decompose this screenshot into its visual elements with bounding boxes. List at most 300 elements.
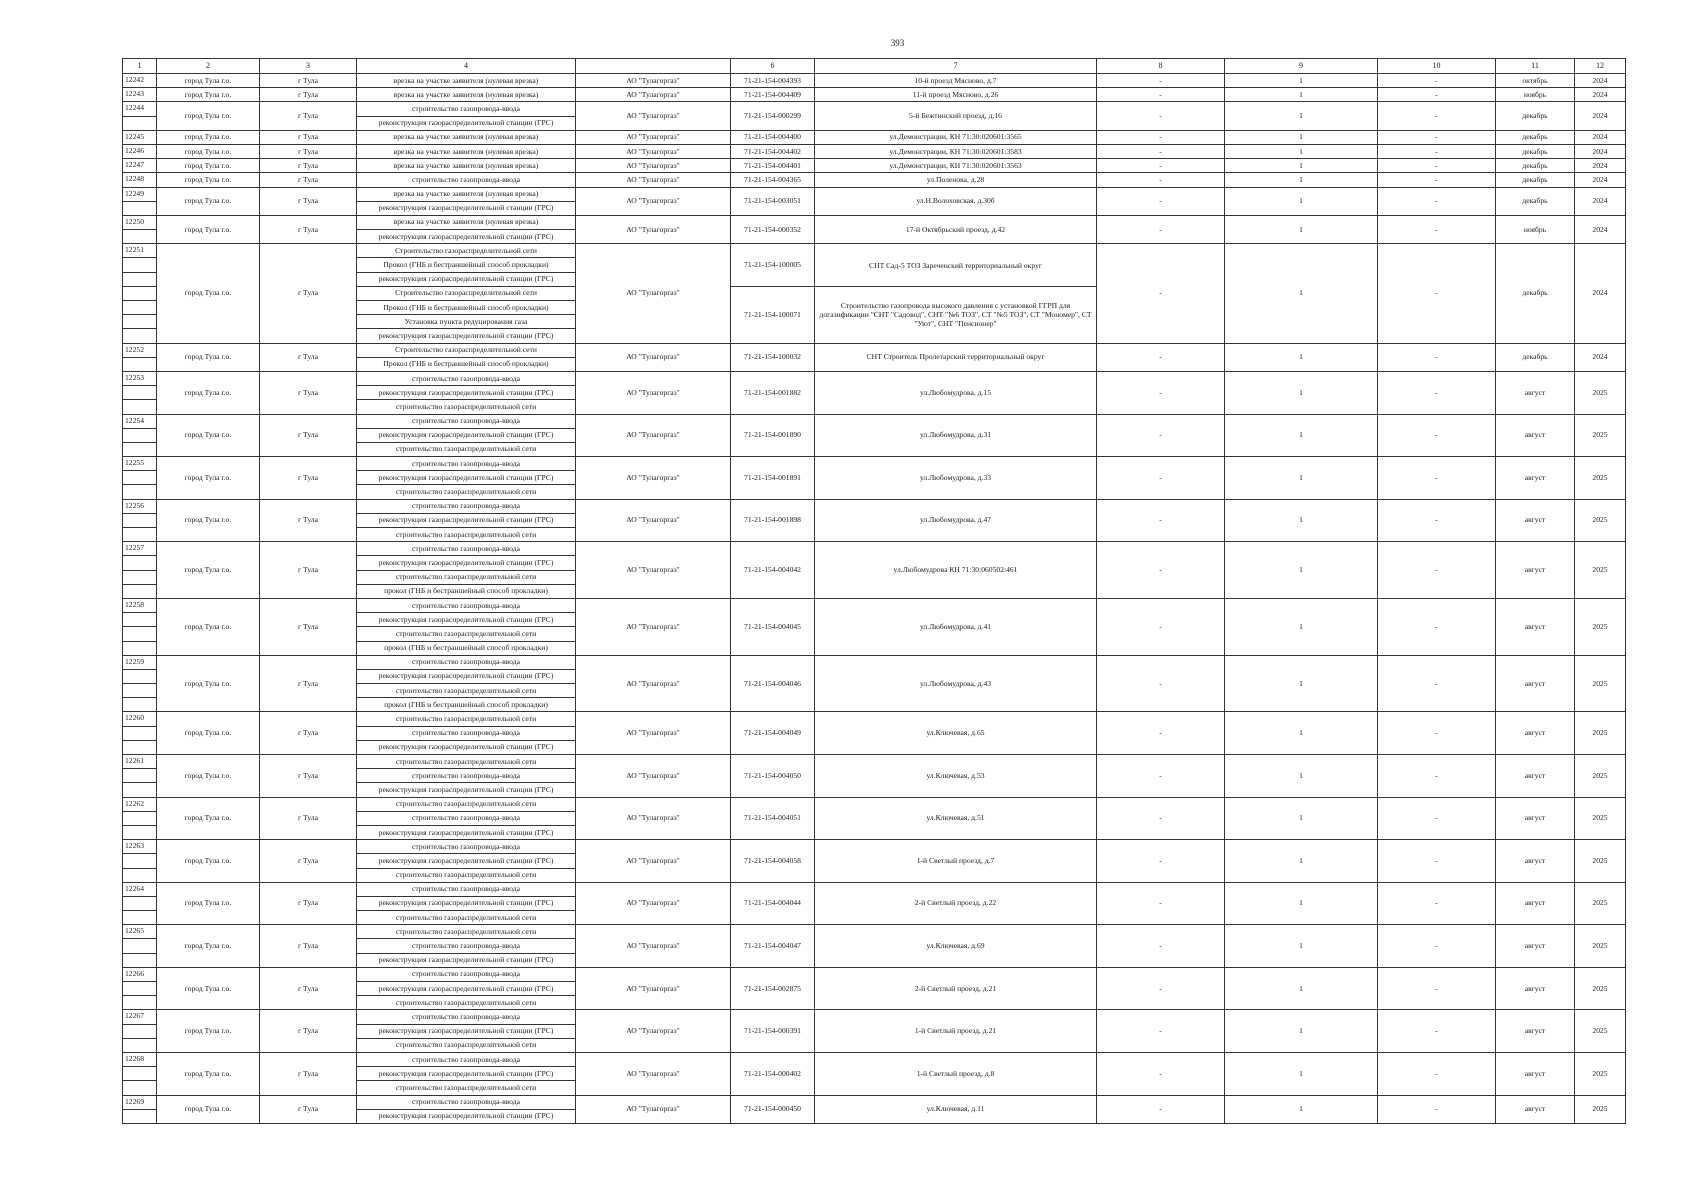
row-number: 12245 bbox=[123, 130, 157, 144]
year-cell: 2025 bbox=[1575, 457, 1626, 500]
column-9-cell: 1 bbox=[1225, 1010, 1378, 1053]
table-row bbox=[123, 144, 1626, 158]
work-type-cell: реконструкция газораспределительной станции (ГРС) bbox=[357, 201, 576, 215]
organization-cell: АО "Тулагоргаз" bbox=[576, 130, 731, 144]
row-number: 12254 bbox=[123, 414, 157, 428]
address-cell: 17-й Октябрьский проезд, д.42 bbox=[815, 215, 1097, 243]
work-type-cell: строительство газопровода-ввода bbox=[357, 371, 576, 385]
organization-cell: АО "Тулагоргаз" bbox=[576, 371, 731, 414]
table-row bbox=[123, 1052, 1626, 1066]
column-9-cell: 1 bbox=[1225, 102, 1378, 130]
organization-cell: АО "Тулагоргаз" bbox=[576, 343, 731, 371]
year-cell: 2025 bbox=[1575, 542, 1626, 599]
municipality-cell: город Тула г.о. bbox=[157, 187, 260, 215]
work-type-cell: строительство газопровода-ввода bbox=[357, 1010, 576, 1024]
row-number-blank bbox=[123, 386, 157, 400]
work-type-cell: реконструкция газораспределительной станции (ГРС) bbox=[357, 783, 576, 797]
work-type-cell: Прокол (ГНБ и бестраншейный способ прокладки) bbox=[357, 357, 576, 371]
table-row bbox=[123, 130, 1626, 144]
year-cell: 2024 bbox=[1575, 244, 1626, 343]
work-type-cell: строительство газораспределительной сети bbox=[357, 627, 576, 641]
row-number-blank bbox=[123, 230, 157, 244]
column-9-cell: 1 bbox=[1225, 173, 1378, 187]
work-type-cell: строительство газопровода-ввода bbox=[357, 598, 576, 612]
month-cell: декабрь bbox=[1496, 343, 1575, 371]
row-number-blank bbox=[123, 315, 157, 329]
object-code-cell: 71-21-154-004402 bbox=[731, 144, 815, 158]
row-number-blank bbox=[123, 627, 157, 641]
organization-cell: АО "Тулагоргаз" bbox=[576, 144, 731, 158]
work-type-cell: реконструкция газораспределительной станции (ГРС) bbox=[357, 272, 576, 286]
column-10-cell: - bbox=[1378, 925, 1496, 968]
column-9-cell: 1 bbox=[1225, 755, 1378, 798]
column-10-cell: - bbox=[1378, 598, 1496, 655]
object-code-cell: 71-21-154-004409 bbox=[731, 88, 815, 102]
month-cell: октябрь bbox=[1496, 74, 1575, 88]
row-number: 12246 bbox=[123, 144, 157, 158]
row-number: 12253 bbox=[123, 371, 157, 385]
work-type-cell: врезка на участке заявителя (нулевая врезка) bbox=[357, 215, 576, 229]
address-cell: ул.Демонстрации, КН 71:30:020601:3583 bbox=[815, 144, 1097, 158]
work-type-cell: прокол (ГНБ и бестраншейный способ прокладки) bbox=[357, 584, 576, 598]
table-row bbox=[123, 542, 1626, 556]
organization-cell: АО "Тулагоргаз" bbox=[576, 159, 731, 173]
work-type-cell: реконструкция газораспределительной станции (ГРС) bbox=[357, 1024, 576, 1038]
object-code-cell: 71-21-154-004365 bbox=[731, 173, 815, 187]
work-type-cell: реконструкция газораспределительной станции (ГРС) bbox=[357, 613, 576, 627]
column-header-11: 11 bbox=[1496, 59, 1575, 74]
column-header-10: 10 bbox=[1378, 59, 1496, 74]
object-code-cell: 71-21-154-000402 bbox=[731, 1052, 815, 1095]
month-cell: август bbox=[1496, 712, 1575, 755]
municipality-cell: город Тула г.о. bbox=[157, 1052, 260, 1095]
month-cell: декабрь bbox=[1496, 159, 1575, 173]
city-cell: г Тула bbox=[260, 244, 357, 343]
municipality-cell: город Тула г.о. bbox=[157, 130, 260, 144]
year-cell: 2025 bbox=[1575, 712, 1626, 755]
column-10-cell: - bbox=[1378, 840, 1496, 883]
table-row bbox=[123, 598, 1626, 612]
column-10-cell: - bbox=[1378, 712, 1496, 755]
month-cell: декабрь bbox=[1496, 173, 1575, 187]
table-row bbox=[123, 967, 1626, 981]
city-cell: г Тула bbox=[260, 1010, 357, 1053]
address-cell: ул.Ключевая, д.51 bbox=[815, 797, 1097, 840]
table-body bbox=[123, 59, 1626, 1124]
work-type-cell: врезка на участке заявителя (нулевая врезка) bbox=[357, 159, 576, 173]
row-number-blank bbox=[123, 556, 157, 570]
row-number-blank bbox=[123, 996, 157, 1010]
table-row bbox=[123, 343, 1626, 357]
row-number: 12242 bbox=[123, 74, 157, 88]
row-number-blank bbox=[123, 357, 157, 371]
column-9-cell: 1 bbox=[1225, 159, 1378, 173]
column-9-cell: 1 bbox=[1225, 1052, 1378, 1095]
address-cell: СНТ Сад-5 ТОЗ Зареченский территориальный округ bbox=[815, 244, 1097, 287]
work-type-cell: строительство газопровода-ввода bbox=[357, 882, 576, 896]
table-row bbox=[123, 102, 1626, 116]
row-number-blank bbox=[123, 584, 157, 598]
municipality-cell: город Тула г.о. bbox=[157, 925, 260, 968]
municipality-cell: город Тула г.о. bbox=[157, 343, 260, 371]
address-cell: ул.Ключевая, д.11 bbox=[815, 1095, 1097, 1123]
year-cell: 2025 bbox=[1575, 882, 1626, 925]
work-type-cell: реконструкция газораспределительной станции (ГРС) bbox=[357, 669, 576, 683]
row-number-blank bbox=[123, 1109, 157, 1123]
column-9-cell: 1 bbox=[1225, 655, 1378, 712]
address-cell: 1-й Светлый проезд, д.21 bbox=[815, 1010, 1097, 1053]
column-10-cell: - bbox=[1378, 414, 1496, 457]
city-cell: г Тула bbox=[260, 173, 357, 187]
column-8-cell: - bbox=[1097, 102, 1225, 130]
city-cell: г Тула bbox=[260, 88, 357, 102]
month-cell: август bbox=[1496, 755, 1575, 798]
organization-cell: АО "Тулагоргаз" bbox=[576, 88, 731, 102]
column-8-cell: - bbox=[1097, 159, 1225, 173]
work-type-cell: Прокол (ГНБ и бестраншейный способ прокладки) bbox=[357, 258, 576, 272]
work-type-cell: строительство газораспределительной сети bbox=[357, 400, 576, 414]
work-type-cell: Прокол (ГНБ и бестраншейный способ прокладки) bbox=[357, 301, 576, 315]
row-number: 12268 bbox=[123, 1052, 157, 1066]
work-type-cell: строительство газораспределительной сети bbox=[357, 485, 576, 499]
organization-cell: АО "Тулагоргаз" bbox=[576, 797, 731, 840]
work-type-cell: строительство газораспределительной сети bbox=[357, 712, 576, 726]
column-9-cell: 1 bbox=[1225, 187, 1378, 215]
column-8-cell: - bbox=[1097, 712, 1225, 755]
column-9-cell: 1 bbox=[1225, 74, 1378, 88]
organization-cell: АО "Тулагоргаз" bbox=[576, 655, 731, 712]
work-type-cell: строительство газораспределительной сети bbox=[357, 868, 576, 882]
year-cell: 2025 bbox=[1575, 1095, 1626, 1123]
work-type-cell: реконструкция газораспределительной станции (ГРС) bbox=[357, 471, 576, 485]
work-type-cell: Строительство газораспределительной сети bbox=[357, 286, 576, 300]
address-cell: ул.Любомудрова, д.15 bbox=[815, 371, 1097, 414]
work-type-cell: прокол (ГНБ и бестраншейный способ прокладки) bbox=[357, 641, 576, 655]
address-cell: ул.Любомудрова, д.41 bbox=[815, 598, 1097, 655]
municipality-cell: город Тула г.о. bbox=[157, 102, 260, 130]
year-cell: 2025 bbox=[1575, 1052, 1626, 1095]
organization-cell: АО "Тулагоргаз" bbox=[576, 1095, 731, 1123]
column-10-cell: - bbox=[1378, 173, 1496, 187]
year-cell: 2025 bbox=[1575, 1010, 1626, 1053]
year-cell: 2024 bbox=[1575, 173, 1626, 187]
column-9-cell: 1 bbox=[1225, 371, 1378, 414]
address-cell: 5-й Бежтинский проезд, д.16 bbox=[815, 102, 1097, 130]
work-type-cell: строительство газораспределительной сети bbox=[357, 797, 576, 811]
row-number: 12267 bbox=[123, 1010, 157, 1024]
municipality-cell: город Тула г.о. bbox=[157, 542, 260, 599]
work-type-cell: строительство газораспределительной сети bbox=[357, 996, 576, 1010]
organization-cell: АО "Тулагоргаз" bbox=[576, 187, 731, 215]
work-type-cell: реконструкция газораспределительной станции (ГРС) bbox=[357, 513, 576, 527]
work-type-cell: строительство газопровода-ввода bbox=[357, 1052, 576, 1066]
municipality-cell: город Тула г.о. bbox=[157, 655, 260, 712]
month-cell: август bbox=[1496, 925, 1575, 968]
work-type-cell: реконструкция газораспределительной станции (ГРС) bbox=[357, 230, 576, 244]
column-10-cell: - bbox=[1378, 457, 1496, 500]
column-9-cell: 1 bbox=[1225, 840, 1378, 883]
row-number-blank bbox=[123, 1081, 157, 1095]
address-cell: ул.Н.Волоховская, д.30б bbox=[815, 187, 1097, 215]
work-type-cell: строительство газопровода-ввода bbox=[357, 840, 576, 854]
table-row bbox=[123, 74, 1626, 88]
year-cell: 2024 bbox=[1575, 343, 1626, 371]
municipality-cell: город Тула г.о. bbox=[157, 712, 260, 755]
row-number-blank bbox=[123, 258, 157, 272]
work-type-cell: строительство газораспределительной сети bbox=[357, 1038, 576, 1052]
column-10-cell: - bbox=[1378, 655, 1496, 712]
column-8-cell: - bbox=[1097, 74, 1225, 88]
year-cell: 2025 bbox=[1575, 840, 1626, 883]
city-cell: г Тула bbox=[260, 712, 357, 755]
city-cell: г Тула bbox=[260, 144, 357, 158]
table-row bbox=[123, 499, 1626, 513]
organization-cell: АО "Тулагоргаз" bbox=[576, 1052, 731, 1095]
column-9-cell: 1 bbox=[1225, 882, 1378, 925]
row-number: 12248 bbox=[123, 173, 157, 187]
column-8-cell: - bbox=[1097, 967, 1225, 1010]
column-8-cell: - bbox=[1097, 499, 1225, 542]
work-type-cell: строительство газопровода-ввода bbox=[357, 1095, 576, 1109]
municipality-cell: город Тула г.о. bbox=[157, 215, 260, 243]
column-9-cell: 1 bbox=[1225, 797, 1378, 840]
month-cell: август bbox=[1496, 967, 1575, 1010]
row-number-blank bbox=[123, 953, 157, 967]
address-cell: 10-й проезд Мясново, д.7 bbox=[815, 74, 1097, 88]
column-8-cell: - bbox=[1097, 1095, 1225, 1123]
city-cell: г Тула bbox=[260, 371, 357, 414]
municipality-cell: город Тула г.о. bbox=[157, 457, 260, 500]
column-10-cell: - bbox=[1378, 1052, 1496, 1095]
column-8-cell: - bbox=[1097, 1010, 1225, 1053]
column-9-cell: 1 bbox=[1225, 712, 1378, 755]
address-cell: ул.Любомудрова КН 71:30:060502:461 bbox=[815, 542, 1097, 599]
work-type-cell: реконструкция газораспределительной станции (ГРС) bbox=[357, 116, 576, 130]
object-code-cell: 71-21-154-004042 bbox=[731, 542, 815, 599]
work-type-cell: реконструкция газораспределительной станции (ГРС) bbox=[357, 428, 576, 442]
row-number-blank bbox=[123, 698, 157, 712]
column-10-cell: - bbox=[1378, 1095, 1496, 1123]
address-cell: ул.Демонстрации, КН 71:30:020601:3563 bbox=[815, 159, 1097, 173]
table-row bbox=[123, 882, 1626, 896]
row-number: 12263 bbox=[123, 840, 157, 854]
work-type-cell: врезка на участке заявителя (нулевая врезка) bbox=[357, 88, 576, 102]
row-number-blank bbox=[123, 939, 157, 953]
address-cell: 2-й Светлый проезд, д.21 bbox=[815, 967, 1097, 1010]
city-cell: г Тула bbox=[260, 343, 357, 371]
year-cell: 2024 bbox=[1575, 102, 1626, 130]
organization-cell: АО "Тулагоргаз" bbox=[576, 882, 731, 925]
work-type-cell: строительство газораспределительной сети bbox=[357, 684, 576, 698]
address-cell: ул.Поленова, д.28 bbox=[815, 173, 1097, 187]
row-number: 12247 bbox=[123, 159, 157, 173]
month-cell: август bbox=[1496, 542, 1575, 599]
work-type-cell: врезка на участке заявителя (нулевая врезка) bbox=[357, 74, 576, 88]
row-number-blank bbox=[123, 811, 157, 825]
city-cell: г Тула bbox=[260, 655, 357, 712]
month-cell: август bbox=[1496, 457, 1575, 500]
column-8-cell: - bbox=[1097, 655, 1225, 712]
work-type-cell: строительство газопровода-ввода bbox=[357, 769, 576, 783]
month-cell: август bbox=[1496, 499, 1575, 542]
column-10-cell: - bbox=[1378, 102, 1496, 130]
address-cell: 2-й Светлый проезд, д.22 bbox=[815, 882, 1097, 925]
organization-cell: АО "Тулагоргаз" bbox=[576, 755, 731, 798]
work-type-cell: реконструкция газораспределительной станции (ГРС) bbox=[357, 1109, 576, 1123]
column-header-9: 9 bbox=[1225, 59, 1378, 74]
column-9-cell: 1 bbox=[1225, 967, 1378, 1010]
row-number-blank bbox=[123, 1067, 157, 1081]
month-cell: август bbox=[1496, 797, 1575, 840]
address-cell: ул.Любомудрова, д.31 bbox=[815, 414, 1097, 457]
column-10-cell: - bbox=[1378, 755, 1496, 798]
column-10-cell: - bbox=[1378, 159, 1496, 173]
work-type-cell: строительство газораспределительной сети bbox=[357, 528, 576, 542]
row-number: 12255 bbox=[123, 457, 157, 471]
address-cell: 11-й проезд Мясново, д.26 bbox=[815, 88, 1097, 102]
year-cell: 2024 bbox=[1575, 130, 1626, 144]
month-cell: август bbox=[1496, 1095, 1575, 1123]
column-8-cell: - bbox=[1097, 187, 1225, 215]
column-8-cell: - bbox=[1097, 598, 1225, 655]
address-cell: ул.Ключевая, д.69 bbox=[815, 925, 1097, 968]
row-number: 12250 bbox=[123, 215, 157, 229]
row-number-blank bbox=[123, 783, 157, 797]
city-cell: г Тула bbox=[260, 598, 357, 655]
column-header-7: 7 bbox=[815, 59, 1097, 74]
municipality-cell: город Тула г.о. bbox=[157, 414, 260, 457]
row-number-blank bbox=[123, 1038, 157, 1052]
organization-cell: АО "Тулагоргаз" bbox=[576, 414, 731, 457]
object-code-cell: 71-21-154-001898 bbox=[731, 499, 815, 542]
city-cell: г Тула bbox=[260, 414, 357, 457]
row-number-blank bbox=[123, 471, 157, 485]
row-number-blank bbox=[123, 442, 157, 456]
column-9-cell: 1 bbox=[1225, 457, 1378, 500]
row-number-blank bbox=[123, 329, 157, 343]
work-type-cell: строительство газораспределительной сети bbox=[357, 925, 576, 939]
object-code-cell: 71-21-154-000352 bbox=[731, 215, 815, 243]
city-cell: г Тула bbox=[260, 840, 357, 883]
table-row bbox=[123, 414, 1626, 428]
row-number: 12260 bbox=[123, 712, 157, 726]
object-code-cell: 71-21-154-004400 bbox=[731, 130, 815, 144]
year-cell: 2025 bbox=[1575, 967, 1626, 1010]
row-number: 12261 bbox=[123, 755, 157, 769]
row-number-blank bbox=[123, 1024, 157, 1038]
table-row bbox=[123, 244, 1626, 258]
address-cell: 1-й Светлый проезд, д.8 bbox=[815, 1052, 1097, 1095]
work-type-cell: реконструкция газораспределительной станции (ГРС) bbox=[357, 854, 576, 868]
table-row bbox=[123, 159, 1626, 173]
object-code-cell: 71-21-154-000299 bbox=[731, 102, 815, 130]
city-cell: г Тула bbox=[260, 542, 357, 599]
municipality-cell: город Тула г.о. bbox=[157, 882, 260, 925]
city-cell: г Тула bbox=[260, 215, 357, 243]
municipality-cell: город Тула г.о. bbox=[157, 144, 260, 158]
table-row bbox=[123, 371, 1626, 385]
year-cell: 2025 bbox=[1575, 797, 1626, 840]
row-number: 12258 bbox=[123, 598, 157, 612]
work-type-cell: реконструкция газораспределительной станции (ГРС) bbox=[357, 386, 576, 400]
city-cell: г Тула bbox=[260, 499, 357, 542]
column-8-cell: - bbox=[1097, 755, 1225, 798]
organization-cell: АО "Тулагоргаз" bbox=[576, 542, 731, 599]
object-code-cell: 71-21-154-100032 bbox=[731, 343, 815, 371]
row-number: 12244 bbox=[123, 102, 157, 116]
address-cell: СНТ Строитель Пролетарский территориальный округ bbox=[815, 343, 1097, 371]
column-header-5 bbox=[576, 59, 731, 74]
municipality-cell: город Тула г.о. bbox=[157, 755, 260, 798]
row-number: 12265 bbox=[123, 925, 157, 939]
row-number: 12259 bbox=[123, 655, 157, 669]
object-code-cell: 71-21-154-001890 bbox=[731, 414, 815, 457]
municipality-cell: город Тула г.о. bbox=[157, 244, 260, 343]
column-header-8: 8 bbox=[1097, 59, 1225, 74]
work-type-cell: Строительство газораспределительной сети bbox=[357, 244, 576, 258]
object-code-cell: 71-21-154-004047 bbox=[731, 925, 815, 968]
work-type-cell: реконструкция газораспределительной станции (ГРС) bbox=[357, 556, 576, 570]
address-cell: ул.Любомудрова, д.43 bbox=[815, 655, 1097, 712]
row-number: 12264 bbox=[123, 882, 157, 896]
organization-cell: АО "Тулагоргаз" bbox=[576, 457, 731, 500]
year-cell: 2025 bbox=[1575, 925, 1626, 968]
object-code-cell: 71-21-154-004050 bbox=[731, 755, 815, 798]
year-cell: 2024 bbox=[1575, 144, 1626, 158]
row-number: 12262 bbox=[123, 797, 157, 811]
organization-cell: АО "Тулагоргаз" bbox=[576, 102, 731, 130]
row-number: 12257 bbox=[123, 542, 157, 556]
month-cell: август bbox=[1496, 598, 1575, 655]
organization-cell: АО "Тулагоргаз" bbox=[576, 244, 731, 343]
municipality-cell: город Тула г.о. bbox=[157, 967, 260, 1010]
address-cell: Строительство газопровода высокого давления с установкой ГГРП для догазификации "СНТ "Садовод", СНТ "№6 ТОЗ", СТ "№5 ТОЗ", СТ "Мономер", СТ "Уют", СНТ "Пенсионер" bbox=[815, 286, 1097, 343]
column-9-cell: 1 bbox=[1225, 244, 1378, 343]
organization-cell: АО "Тулагоргаз" bbox=[576, 840, 731, 883]
row-number-blank bbox=[123, 726, 157, 740]
column-8-cell: - bbox=[1097, 215, 1225, 243]
column-9-cell: 1 bbox=[1225, 215, 1378, 243]
year-cell: 2025 bbox=[1575, 371, 1626, 414]
work-type-cell: строительство газопровода-ввода bbox=[357, 102, 576, 116]
city-cell: г Тула bbox=[260, 159, 357, 173]
city-cell: г Тула bbox=[260, 882, 357, 925]
row-number-blank bbox=[123, 513, 157, 527]
municipality-cell: город Тула г.о. bbox=[157, 88, 260, 102]
column-9-cell: 1 bbox=[1225, 598, 1378, 655]
row-number-blank bbox=[123, 272, 157, 286]
column-header-4: 4 bbox=[357, 59, 576, 74]
table-row bbox=[123, 840, 1626, 854]
work-type-cell: врезка на участке заявителя (нулевая врезка) bbox=[357, 130, 576, 144]
row-number-blank bbox=[123, 911, 157, 925]
column-10-cell: - bbox=[1378, 187, 1496, 215]
table-row bbox=[123, 88, 1626, 102]
row-number-blank bbox=[123, 669, 157, 683]
column-10-cell: - bbox=[1378, 343, 1496, 371]
object-code-cell: 71-21-154-001882 bbox=[731, 371, 815, 414]
object-code-cell: 71-21-154-004045 bbox=[731, 598, 815, 655]
work-type-cell: строительство газопровода-ввода bbox=[357, 414, 576, 428]
address-cell: 1-й Светлый проезд, д.7 bbox=[815, 840, 1097, 883]
column-9-cell: 1 bbox=[1225, 542, 1378, 599]
column-10-cell: - bbox=[1378, 967, 1496, 1010]
column-10-cell: - bbox=[1378, 499, 1496, 542]
municipality-cell: город Тула г.о. bbox=[157, 840, 260, 883]
table-row bbox=[123, 1095, 1626, 1109]
column-10-cell: - bbox=[1378, 882, 1496, 925]
work-type-cell: реконструкция газораспределительной станции (ГРС) bbox=[357, 953, 576, 967]
